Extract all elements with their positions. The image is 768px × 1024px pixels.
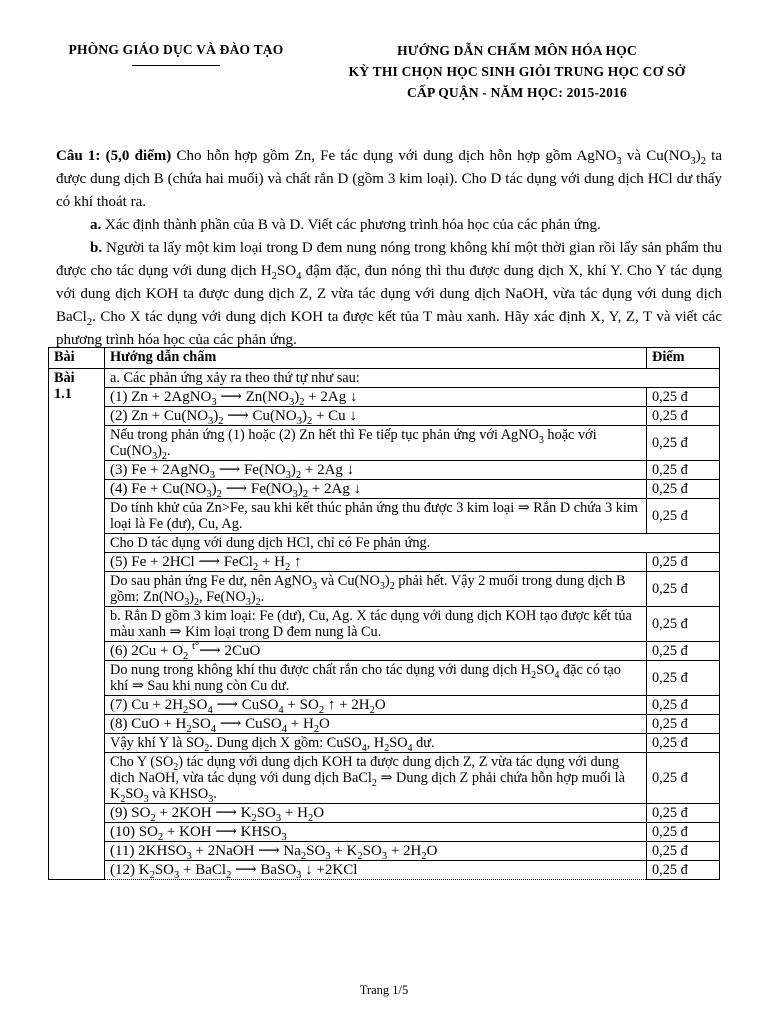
question-heading: Câu 1: (5,0 điểm)	[56, 148, 172, 164]
bai-label: Bài	[54, 370, 75, 386]
exam-level-year: CẤP QUẬN - NĂM HỌC: 2015-2016	[407, 85, 627, 100]
table-row	[49, 461, 720, 480]
equation-4: (4) $Fe + Cu(NO_3)_2$ ⟶ $Fe(NO_3)_2 + 2Ag$ ↓	[105, 480, 647, 499]
table-row	[49, 553, 720, 572]
exam-subtitle: KỲ THI CHỌN HỌC SINH GIỎI TRUNG HỌC CƠ SỞ	[348, 64, 686, 79]
equation-9: (9) $SO_2 + 2KOH$ ⟶ $K_2SO_3 + H_2O$	[105, 804, 647, 823]
page-number: Trang 1/5	[359, 983, 409, 997]
equation-8: (8) CuO + $H_2SO_4$ ⟶ CuSO$_4$ + $H_2O$	[105, 715, 647, 734]
equation-6: (6) $2Cu + O_2$ $^{t^\circ}$⟶ 2CuO	[105, 642, 647, 661]
equation-10: (10) $SO_2$ + KOH ⟶ $KHSO_3$	[105, 823, 647, 842]
guide-text: Nếu trong phản ứng (1) hoặc (2) Zn hết thì Fe tiếp tục phản ứng với AgNO$_3$ hoặc với $Cu(NO_3)_2$.	[105, 426, 647, 461]
points-cell: 0,25 đ	[647, 642, 720, 661]
equation-12: (12) $K_2SO_3$ + BaCl$_2$ ⟶ BaSO$_3$ ↓ +2KCl	[105, 861, 647, 880]
equation-7: (7) $Cu + 2H_2SO_4$ ⟶ CuSO$_4$ + $SO_2$ ↑ + $2H_2O$	[105, 696, 647, 715]
table-header-row	[49, 348, 720, 369]
header-guide: Hướng dẫn chấm	[105, 348, 647, 369]
bai-number-cell	[49, 369, 105, 880]
points-cell: 0,25 đ	[647, 804, 720, 823]
points-cell: 0,25 đ	[647, 461, 720, 480]
exam-title: HƯỚNG DẪN CHẤM MÔN HÓA HỌC	[397, 43, 637, 58]
grading-table	[48, 347, 720, 880]
table-row	[49, 426, 720, 461]
table-row	[49, 696, 720, 715]
points-cell: 0,25 đ	[647, 572, 720, 607]
bai-number: 1.1	[54, 386, 72, 402]
table-row	[49, 753, 720, 804]
points-cell: 0,25 đ	[647, 734, 720, 753]
points-cell: 0,25 đ	[647, 553, 720, 572]
guide-text: Do tính khử của Zn>Fe, sau khi kết thúc phản ứng thu được 3 kim loại ⇒ Rắn D chứa 3 kim loại là Fe (dư), Cu, Ag.	[105, 499, 647, 534]
department-name: PHÒNG GIÁO DỤC VÀ ĐÀO TẠO	[68, 42, 284, 57]
guide-text: Cho D tác dụng với dung dịch HCl, chỉ có Fe phản ứng.	[105, 534, 720, 553]
header-underline	[132, 65, 220, 66]
table-row	[49, 480, 720, 499]
table-row	[49, 388, 720, 407]
question-1	[56, 145, 722, 352]
points-cell: 0,25 đ	[647, 823, 720, 842]
points-cell: 0,25 đ	[647, 426, 720, 461]
equation-3: (3) Fe + 2AgNO$_3$ ⟶ $Fe(NO_3)_2 + 2Ag$ ↓	[105, 461, 647, 480]
points-cell: 0,25 đ	[647, 388, 720, 407]
guide-text: Do sau phản ứng Fe dư, nên AgNO$_3$ và $Cu(NO_3)_2$ phải hết. Vậy 2 muối trong dung dịch B gồm: $Zn(NO_3)_2$, $Fe(NO_3)_2$.	[105, 572, 647, 607]
points-cell: 0,25 đ	[647, 499, 720, 534]
equation-11: (11) $2KHSO_3$ + 2NaOH ⟶ $Na_2SO_3 + K_2SO_3 + 2H_2O$	[105, 842, 647, 861]
points-cell: 0,25 đ	[647, 842, 720, 861]
header-points: Điểm	[647, 348, 720, 369]
table-row	[49, 642, 720, 661]
table-row	[49, 534, 720, 553]
points-cell: 0,25 đ	[647, 696, 720, 715]
table-row	[49, 607, 720, 642]
equation-5: (5) Fe + 2HCl ⟶ FeCl$_2$ + $H_2$ ↑	[105, 553, 647, 572]
exam-title-block	[312, 40, 722, 103]
table-row	[49, 804, 720, 823]
table-row	[49, 734, 720, 753]
table-row	[49, 572, 720, 607]
table-row	[49, 499, 720, 534]
table-row	[49, 861, 720, 880]
points-cell: 0,25 đ	[647, 661, 720, 696]
guide-text: a. Các phản ứng xảy ra theo thứ tự như sau:	[105, 369, 720, 388]
guide-text: Cho Y $(SO_2)$ tác dụng với dung dịch KOH ta được dung dịch Z, Z vừa tác dụng với dung dịch NaOH, vừa tác dụng với dung dịch BaCl$_2$ ⇒ Dung dịch Z phải chứa hỗn hợp muối là $K_2SO_3$ và $KHSO_3$.	[105, 753, 647, 804]
equation-1: (1) Zn + 2AgNO$_3$ ⟶ $Zn(NO_3)_2 + 2Ag$ ↓	[105, 388, 647, 407]
guide-text: Vậy khí Y là $SO_2$. Dung dịch X gồm: CuSO$_4$, $H_2SO_4$ dư.	[105, 734, 647, 753]
points-cell: 0,25 đ	[647, 607, 720, 642]
table-row	[49, 661, 720, 696]
points-cell: 0,25 đ	[647, 480, 720, 499]
points-cell: 0,25 đ	[647, 753, 720, 804]
guide-text: b. Rắn D gồm 3 kim loại: Fe (dư), Cu, Ag. X tác dụng với dung dịch KOH tạo được kết tủa màu xanh ⇒ Kim loại trong D đem nung là Cu.	[105, 607, 647, 642]
question-intro: Câu 1: (5,0 điểm) Cho hỗn hợp gồm Zn, Fe tác dụng với dung dịch hỗn hợp gồm AgNO$_3$ và $Cu(NO_3)_2$ ta được dung dịch B (chứa hai muối) và chất rắn D (gồm 3 kim loại). Cho D tác dụng với dung dịch HCl dư thấy có khí thoát ra.	[56, 148, 722, 210]
table-row	[49, 715, 720, 734]
guide-text: Do nung trong không khí thu được chất rắn cho tác dụng với dung dịch $H_2SO_4$ đặc có tạo khí ⇒ Sau khi nung còn Cu dư.	[105, 661, 647, 696]
table-row	[49, 823, 720, 842]
points-cell: 0,25 đ	[647, 407, 720, 426]
question-part-a: a. Xác định thành phần của B và D. Viết các phương trình hóa học của các phản ứng.	[90, 217, 601, 233]
points-cell: 0,25 đ	[647, 715, 720, 734]
points-cell: 0,25 đ	[647, 861, 720, 880]
table-row	[49, 407, 720, 426]
equation-2: (2) $Zn + Cu(NO_3)_2$ ⟶ $Cu(NO_3)_2 + Cu$ ↓	[105, 407, 647, 426]
header-bai: Bài	[49, 348, 105, 369]
table-row	[49, 369, 720, 388]
question-part-b: b. Người ta lấy một kim loại trong D đem nung nóng trong không khí một thời gian rồi lấy sản phẩm thu được cho tác dụng với dung dịch $H_2SO_4$ đậm đặc, đun nóng thì thu được dung dịch X, khí Y. Cho Y tác dụng với dung dịch KOH ta được dung dịch Z, Z vừa tác dụng với dung dịch NaOH, vừa tác dụng với dung dịch BaCl$_2$. Cho X tác dụng với dung dịch KOH ta được kết tủa T màu xanh. Hãy xác định X, Y, Z, T và viết các phương trình hóa học của các phản ứng.	[56, 240, 722, 348]
department-header	[46, 42, 306, 66]
table-row	[49, 842, 720, 861]
